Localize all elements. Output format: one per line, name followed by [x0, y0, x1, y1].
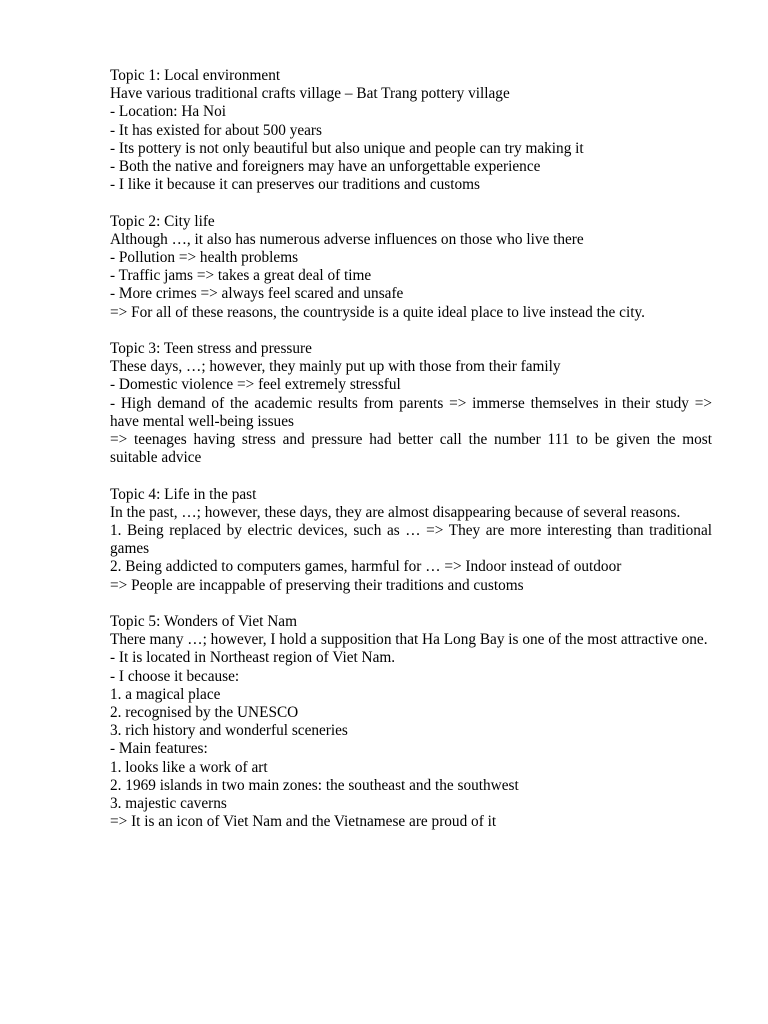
topic-1-point: - Its pottery is not only beautiful but also unique and people can try making it: [110, 139, 584, 157]
topic-3-heading: Topic 3: Teen stress and pressure: [110, 340, 312, 358]
topic-2-section: [110, 213, 712, 322]
topic-3-point: - High demand of the academic results from parents => immerse themselves in their study => have mental well-being issues: [110, 394, 716, 430]
topic-4-conclusion: => People are incappable of preserving their traditions and customs: [110, 576, 524, 594]
topic-4-heading: Topic 4: Life in the past: [110, 485, 257, 503]
topic-4-point: 2. Being addicted to computers games, harmful for … => Indoor instead of outdoor: [110, 558, 622, 576]
topic-5-point: - Main features:: [110, 740, 208, 758]
topic-2-point: - More crimes => always feel scared and unsafe: [110, 285, 404, 303]
topic-5-heading: Topic 5: Wonders of Viet Nam: [110, 613, 297, 631]
topic-2-heading: Topic 2: City life: [110, 212, 215, 230]
topic-5-point: 2. recognised by the UNESCO: [110, 704, 299, 722]
topic-1-heading: Topic 1: Local environment: [110, 67, 281, 84]
topic-2-conclusion: => For all of these reasons, the countryside is a quite ideal place to live instead the city.: [110, 303, 645, 321]
topic-4-intro: In the past, …; however, these days, they are almost disappearing because of several reasons.: [110, 503, 681, 521]
topic-5-point: 1. a magical place: [110, 685, 221, 703]
topic-3-section: [110, 340, 716, 467]
topic-1-point: - I like it because it can preserves our traditions and customs: [110, 176, 480, 194]
topic-4-section: [110, 485, 716, 595]
topic-1-intro: Have various traditional crafts village – Bat Trang pottery village: [110, 85, 510, 103]
topic-1-section: [110, 67, 712, 194]
topic-5-point: 1. looks like a work of art: [110, 758, 268, 776]
topic-2-point: - Pollution => health problems: [110, 249, 299, 267]
topic-5-conclusion: => It is an icon of Viet Nam and the Vietnamese are proud of it: [110, 813, 497, 831]
topic-5-point: - It is located in Northeast region of Viet Nam.: [110, 649, 396, 667]
topic-2-intro: Although …, it also has numerous adverse influences on those who live there: [110, 230, 584, 248]
topic-5-intro: There many …; however, I hold a supposition that Ha Long Bay is one of the most attractive one.: [110, 631, 708, 649]
topic-3-point: - Domestic violence => feel extremely stressful: [110, 376, 401, 394]
topic-1-point: - Both the native and foreigners may have an unforgettable experience: [110, 158, 541, 176]
topic-5-point: 3. majestic caverns: [110, 795, 227, 813]
topic-1-point: - It has existed for about 500 years: [110, 121, 322, 139]
topic-3-intro: These days, …; however, they mainly put up with those from their family: [110, 358, 561, 376]
topic-2-point: - Traffic jams => takes a great deal of time: [110, 267, 372, 285]
topic-3-conclusion: => teenages having stress and pressure had better call the number 111 to be given the most suitable advice: [110, 431, 716, 467]
topic-4-point: 1. Being replaced by electric devices, such as … => They are more interesting than traditional games: [110, 522, 716, 558]
topic-1-point: - Location: Ha Noi: [110, 103, 226, 121]
topic-5-point: 3. rich history and wonderful sceneries: [110, 722, 348, 740]
topic-5-point: - I choose it because:: [110, 667, 240, 685]
topic-5-point: 2. 1969 islands in two main zones: the southeast and the southwest: [110, 776, 519, 794]
topic-5-section: [110, 613, 712, 831]
